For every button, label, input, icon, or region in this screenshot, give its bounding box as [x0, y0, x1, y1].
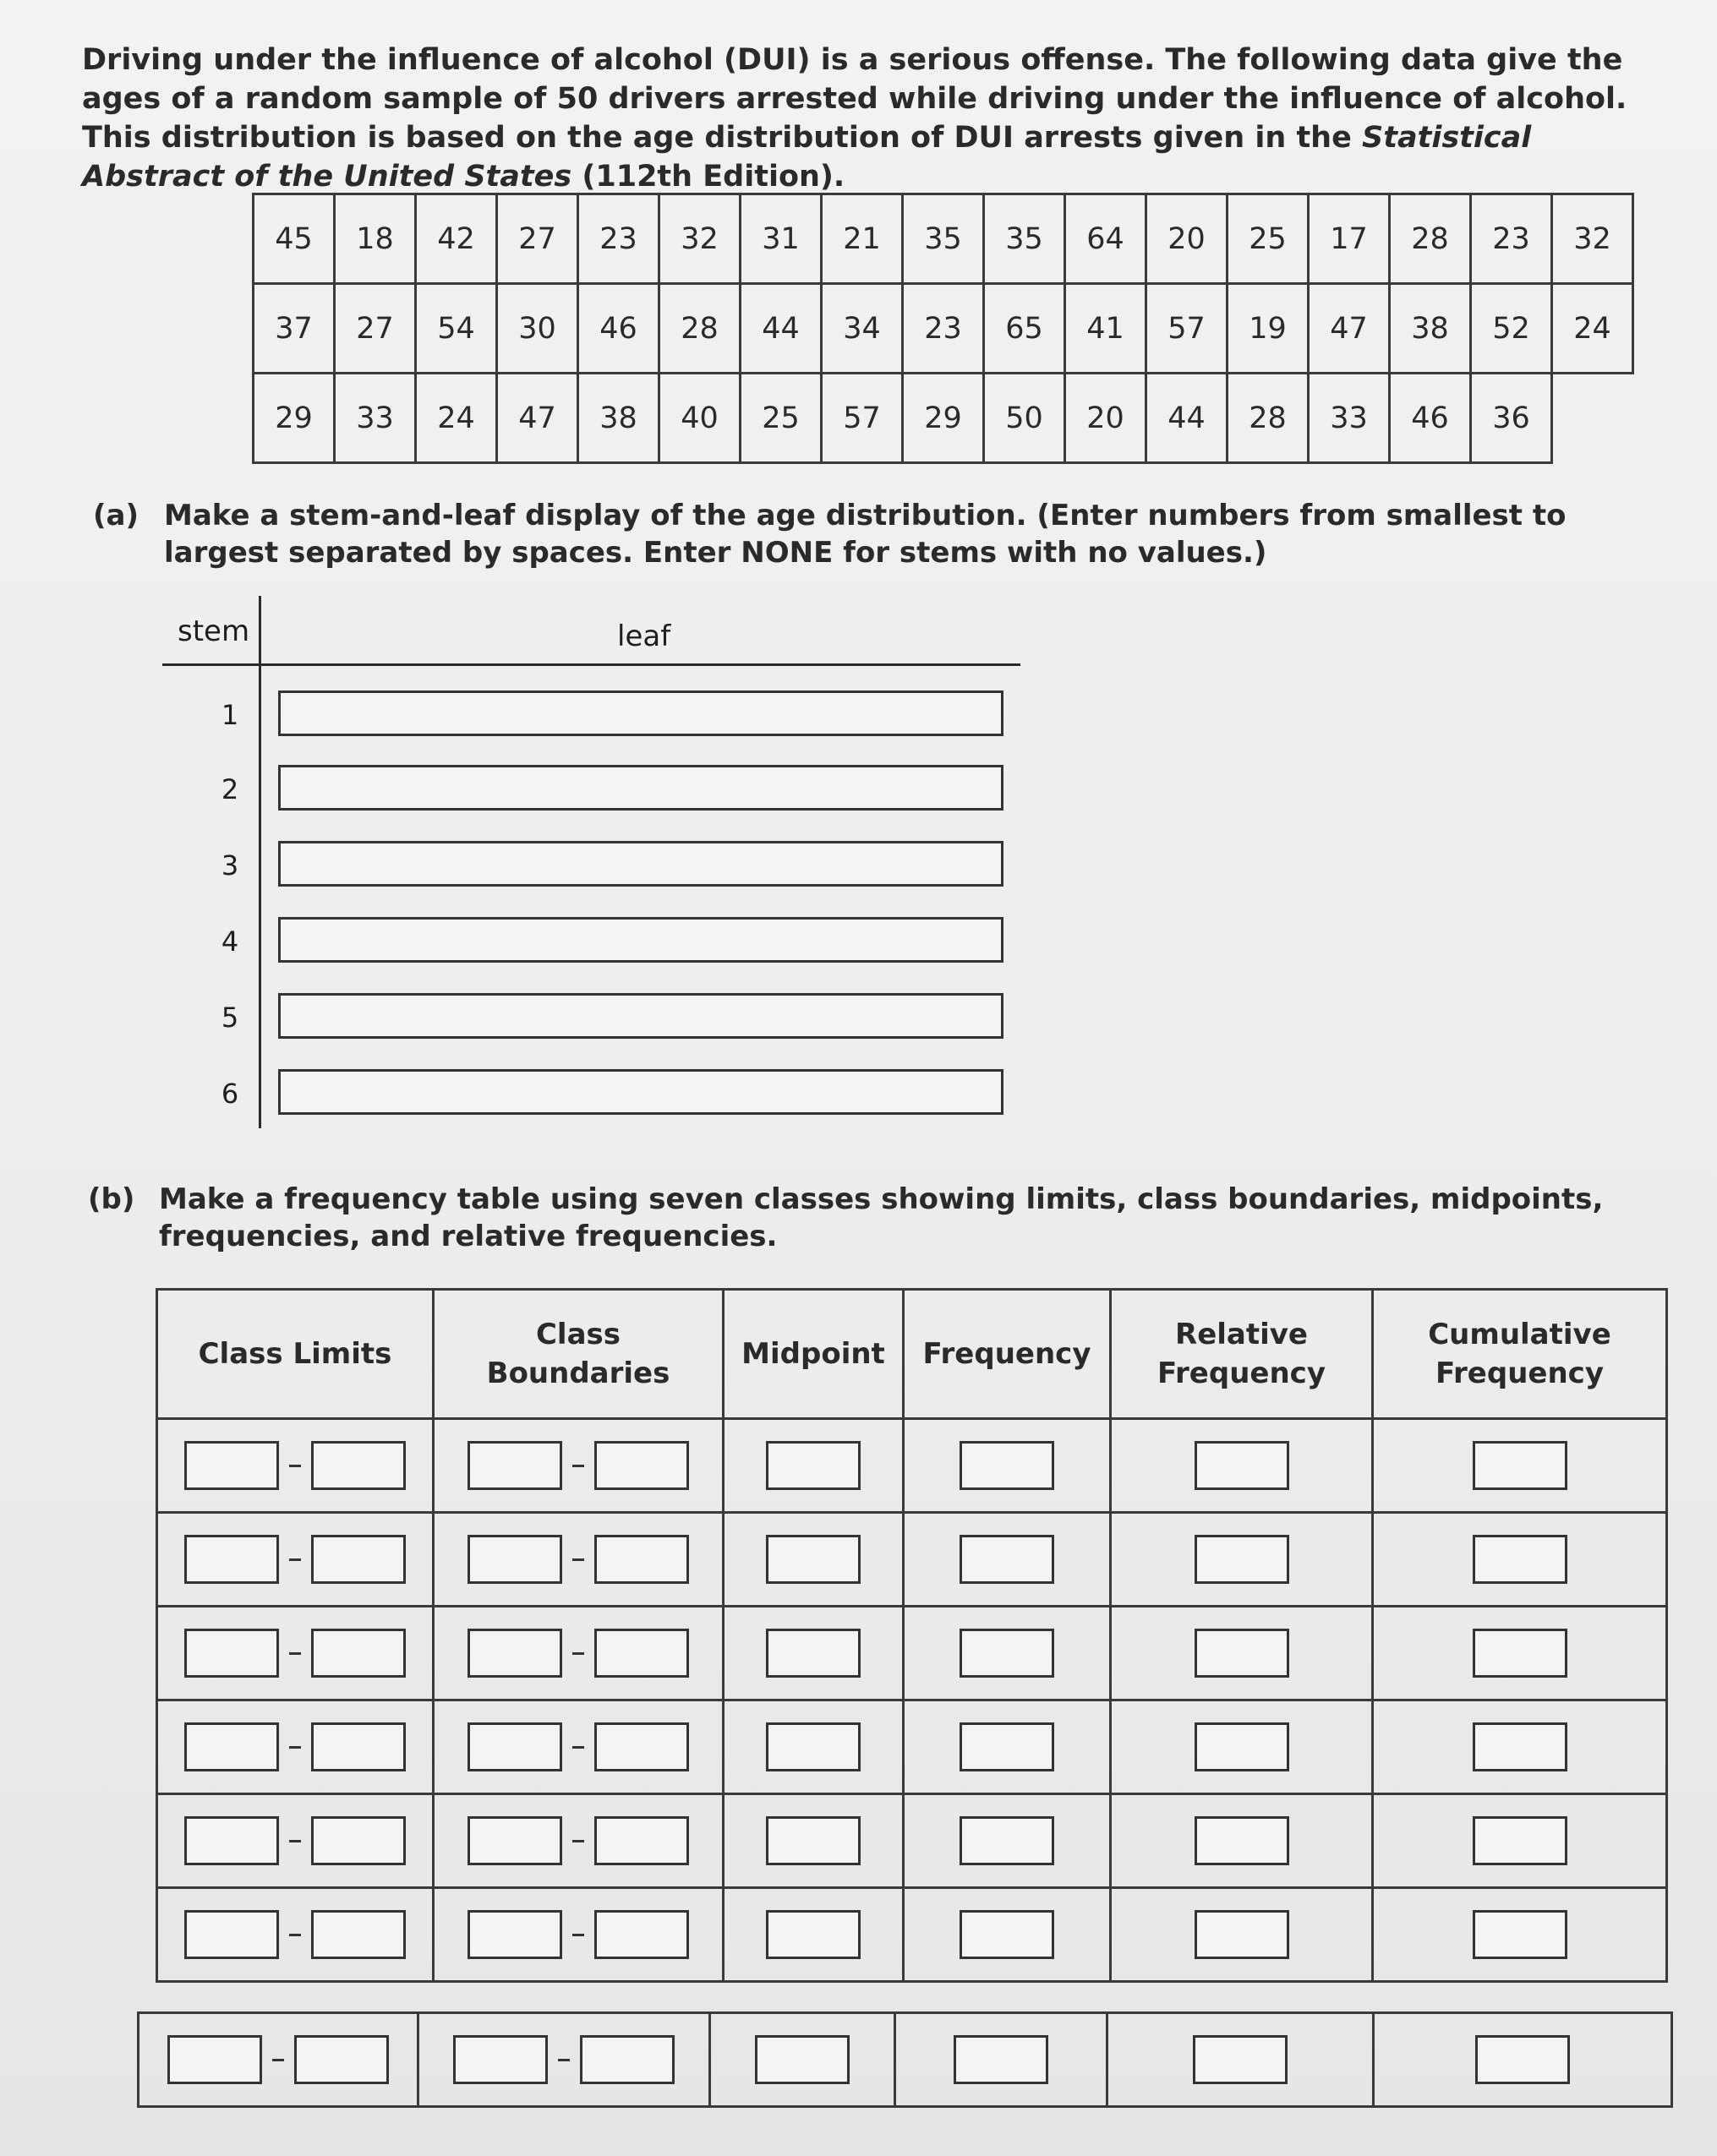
leaf-input[interactable]: [278, 841, 1003, 887]
frequency-header: Frequency: [904, 1290, 1111, 1419]
cumulative-frequency-input[interactable]: [1475, 2035, 1570, 2084]
source-title: Statistical Abstract of the United States: [82, 121, 1532, 194]
class-boundary-upper-input[interactable]: [580, 2035, 675, 2084]
age-cell: 32: [1552, 194, 1633, 284]
leaf-input[interactable]: [278, 993, 1003, 1039]
midpoint-cell: [724, 1700, 904, 1794]
age-cell: 45: [254, 194, 335, 284]
midpoint-input[interactable]: [766, 1629, 861, 1678]
age-cell: 65: [984, 284, 1065, 374]
age-cell: 57: [822, 374, 903, 463]
midpoint-input[interactable]: [766, 1910, 861, 1959]
part-a-label: (a): [93, 499, 139, 532]
age-cell: 31: [741, 194, 822, 284]
midpoint-input[interactable]: [766, 1816, 861, 1865]
ages-data-table: [252, 193, 1634, 464]
frequency-input[interactable]: [960, 1629, 1054, 1678]
dash-separator: [289, 1934, 301, 1936]
frequency-cell: [904, 1700, 1111, 1794]
cumulative-frequency-input[interactable]: [1473, 1441, 1567, 1490]
age-cell: 18: [335, 194, 416, 284]
part-b-label: (b): [88, 1182, 135, 1216]
class-boundary-lower-input[interactable]: [453, 2035, 548, 2084]
ages-row: [254, 194, 1633, 284]
age-cell: 64: [1065, 194, 1146, 284]
dash-separator: [572, 1558, 584, 1561]
age-cell: 47: [497, 374, 578, 463]
class-boundary-lower-input[interactable]: [468, 1722, 562, 1771]
class-boundary-cell: [434, 1700, 724, 1794]
cumulative-frequency-cell: [1373, 1888, 1667, 1982]
midpoint-cell: [724, 1607, 904, 1700]
age-cell: 28: [659, 284, 741, 374]
age-cell: 28: [1390, 194, 1471, 284]
relative-frequency-input[interactable]: [1195, 1722, 1289, 1771]
age-cell: 23: [578, 194, 659, 284]
dash-separator: [572, 1652, 584, 1655]
frequency-row: [157, 1794, 1667, 1888]
frequency-input[interactable]: [960, 1535, 1054, 1584]
age-cell: 50: [984, 374, 1065, 463]
frequency-cell: [904, 1794, 1111, 1888]
age-cell: 44: [741, 284, 822, 374]
frequency-input[interactable]: [960, 1441, 1054, 1490]
class-limit-lower-input[interactable]: [184, 1910, 279, 1959]
part-a-prompt: [93, 497, 1682, 573]
class-boundary-cell: [434, 1607, 724, 1700]
stem-value: 6: [221, 1078, 239, 1110]
midpoint-cell: [710, 2013, 895, 2107]
cumulative-frequency-cell: [1373, 1419, 1667, 1513]
class-boundary-upper-input[interactable]: [594, 1535, 689, 1584]
cumulative-frequency-cell: [1373, 1513, 1667, 1607]
age-cell: 52: [1471, 284, 1552, 374]
cumulative-frequency-input[interactable]: [1473, 1910, 1567, 1959]
cumulative-frequency-cell: [1373, 1794, 1667, 1888]
cumulative-frequency-header: Cumulative Frequency: [1373, 1290, 1667, 1419]
relative-frequency-cell: [1111, 1513, 1373, 1607]
class-boundary-lower-input[interactable]: [468, 1629, 562, 1678]
class-limit-lower-input[interactable]: [184, 1535, 279, 1584]
cumulative-frequency-cell: [1373, 1607, 1667, 1700]
dash-separator: [572, 1934, 584, 1936]
age-cell: 25: [1228, 194, 1309, 284]
relative-frequency-input[interactable]: [1193, 2035, 1288, 2084]
frequency-row: [157, 1513, 1667, 1607]
frequency-input[interactable]: [954, 2035, 1048, 2084]
midpoint-input[interactable]: [755, 2035, 850, 2084]
relative-frequency-input[interactable]: [1195, 1816, 1289, 1865]
dash-separator: [289, 1558, 301, 1561]
class-limit-upper-input[interactable]: [311, 1816, 406, 1865]
relative-frequency-cell: [1111, 1700, 1373, 1794]
age-cell: 36: [1471, 374, 1552, 463]
class-boundary-cell: [418, 2013, 710, 2107]
dash-separator: [272, 2059, 284, 2061]
intro-text: Driving under the influence of alcohol (DUI) is a serious offense. The following data give the ages of a random sample of 50 drivers arrested while driving under the influence of alcohol. This distribution is based on the age distribution of DUI arrests given in the: [82, 43, 1627, 155]
relative-frequency-header: Relative Frequency: [1111, 1290, 1373, 1419]
class-limit-lower-input[interactable]: [167, 2035, 262, 2084]
age-cell: 46: [578, 284, 659, 374]
relative-frequency-cell: [1111, 1888, 1373, 1982]
dash-separator: [289, 1652, 301, 1655]
cumulative-frequency-input[interactable]: [1473, 1629, 1567, 1678]
class-limit-cell: [139, 2013, 418, 2107]
dash-separator: [572, 1746, 584, 1749]
age-cell: 54: [416, 284, 497, 374]
dash-separator: [558, 2059, 570, 2061]
frequency-row: [157, 1419, 1667, 1513]
leaf-input[interactable]: [278, 1069, 1003, 1115]
class-limit-cell: [157, 1794, 434, 1888]
leaf-header: leaf: [617, 620, 671, 653]
age-cell: 40: [659, 374, 741, 463]
problem-statement: [82, 41, 1671, 196]
header-divider: [162, 663, 1020, 666]
frequency-row: [157, 1888, 1667, 1982]
stem-row: [162, 917, 1020, 968]
stem-row: [162, 1069, 1020, 1120]
class-limit-upper-input[interactable]: [311, 1535, 406, 1584]
class-limit-upper-input[interactable]: [311, 1441, 406, 1490]
relative-frequency-input[interactable]: [1195, 1535, 1289, 1584]
age-cell: 27: [497, 194, 578, 284]
class-boundary-upper-input[interactable]: [594, 1441, 689, 1490]
stem-value: 2: [221, 773, 239, 805]
age-cell: 33: [1309, 374, 1390, 463]
class-limit-cell: [157, 1513, 434, 1607]
relative-frequency-cell: [1111, 1607, 1373, 1700]
age-cell: 32: [659, 194, 741, 284]
age-cell: 24: [1552, 284, 1633, 374]
class-boundary-lower-input[interactable]: [468, 1910, 562, 1959]
age-cell: 42: [416, 194, 497, 284]
age-cell: 41: [1065, 284, 1146, 374]
class-limit-upper-input[interactable]: [294, 2035, 389, 2084]
stem-header: stem: [178, 614, 250, 648]
class-boundary-cell: [434, 1888, 724, 1982]
class-limit-lower-input[interactable]: [184, 1722, 279, 1771]
dash-separator: [289, 1746, 301, 1749]
stem-value: 4: [221, 925, 239, 958]
class-limit-cell: [157, 1700, 434, 1794]
age-cell: 37: [254, 284, 335, 374]
leaf-input[interactable]: [278, 765, 1003, 811]
part-b-prompt: [88, 1181, 1677, 1257]
empty-cell: [1552, 374, 1633, 463]
midpoint-cell: [724, 1794, 904, 1888]
age-cell: 17: [1309, 194, 1390, 284]
class-boundary-upper-input[interactable]: [594, 1910, 689, 1959]
class-limit-cell: [157, 1888, 434, 1982]
age-cell: 19: [1228, 284, 1309, 374]
class-boundary-cell: [434, 1419, 724, 1513]
age-cell: 35: [984, 194, 1065, 284]
frequency-cell: [904, 1888, 1111, 1982]
midpoint-input[interactable]: [766, 1535, 861, 1584]
midpoint-cell: [724, 1513, 904, 1607]
frequency-cell: [895, 2013, 1107, 2107]
cumulative-frequency-cell: [1374, 2013, 1672, 2107]
age-cell: 25: [741, 374, 822, 463]
age-cell: 20: [1065, 374, 1146, 463]
relative-frequency-input[interactable]: [1195, 1629, 1289, 1678]
midpoint-header: Midpoint: [724, 1290, 904, 1419]
class-limit-lower-input[interactable]: [184, 1441, 279, 1490]
age-cell: 47: [1309, 284, 1390, 374]
class-limit-upper-input[interactable]: [311, 1910, 406, 1959]
stem-row: [162, 690, 1020, 741]
midpoint-input[interactable]: [766, 1441, 861, 1490]
class-boundary-cell: [434, 1794, 724, 1888]
age-cell: 35: [903, 194, 984, 284]
age-cell: 21: [822, 194, 903, 284]
frequency-table: [156, 1288, 1668, 1983]
age-cell: 27: [335, 284, 416, 374]
frequency-row: [139, 2013, 1672, 2107]
part-b-text: Make a frequency table using seven classes showing limits, class boundaries, midpoints, frequencies, and relative frequencies.: [159, 1182, 1604, 1253]
stem-and-leaf-display: [162, 596, 1020, 1128]
dash-separator: [289, 1840, 301, 1842]
class-limit-lower-input[interactable]: [184, 1816, 279, 1865]
age-cell: 28: [1228, 374, 1309, 463]
class-boundary-upper-input[interactable]: [594, 1629, 689, 1678]
age-cell: 33: [335, 374, 416, 463]
relative-frequency-cell: [1107, 2013, 1374, 2107]
class-limit-upper-input[interactable]: [311, 1629, 406, 1678]
relative-frequency-input[interactable]: [1195, 1910, 1289, 1959]
class-boundary-lower-input[interactable]: [468, 1441, 562, 1490]
cumulative-frequency-input[interactable]: [1473, 1816, 1567, 1865]
dash-separator: [572, 1840, 584, 1842]
class-boundary-lower-input[interactable]: [468, 1535, 562, 1584]
frequency-cell: [904, 1513, 1111, 1607]
stem-row: [162, 765, 1020, 816]
age-cell: 38: [1390, 284, 1471, 374]
midpoint-input[interactable]: [766, 1722, 861, 1771]
class-limit-cell: [157, 1419, 434, 1513]
age-cell: 34: [822, 284, 903, 374]
class-boundaries-header: Class Boundaries: [434, 1290, 724, 1419]
stem-value: 3: [221, 849, 239, 882]
intro-text-end: (112th Edition).: [571, 160, 845, 194]
age-cell: 44: [1146, 374, 1228, 463]
age-cell: 29: [903, 374, 984, 463]
class-limits-header: Class Limits: [157, 1290, 434, 1419]
class-boundary-upper-input[interactable]: [594, 1722, 689, 1771]
frequency-input[interactable]: [960, 1722, 1054, 1771]
midpoint-cell: [724, 1419, 904, 1513]
relative-frequency-input[interactable]: [1195, 1441, 1289, 1490]
age-cell: 30: [497, 284, 578, 374]
dash-separator: [572, 1465, 584, 1467]
relative-frequency-cell: [1111, 1419, 1373, 1513]
stem-row: [162, 993, 1020, 1044]
age-cell: 46: [1390, 374, 1471, 463]
ages-row: [254, 374, 1633, 463]
age-cell: 23: [1471, 194, 1552, 284]
class-boundary-lower-input[interactable]: [468, 1816, 562, 1865]
part-a-text: Make a stem-and-leaf display of the age distribution. (Enter numbers from smallest to largest separated by spaces. Enter NONE for stems with no values.): [164, 499, 1567, 570]
frequency-row: [157, 1607, 1667, 1700]
leaf-input[interactable]: [278, 917, 1003, 963]
frequency-cell: [904, 1607, 1111, 1700]
class-limit-upper-input[interactable]: [311, 1722, 406, 1771]
cumulative-frequency-input[interactable]: [1473, 1535, 1567, 1584]
stem-value: 5: [221, 1002, 239, 1034]
age-cell: 29: [254, 374, 335, 463]
frequency-table-last-row: [137, 2011, 1673, 2108]
class-boundary-cell: [434, 1513, 724, 1607]
midpoint-cell: [724, 1888, 904, 1982]
frequency-cell: [904, 1419, 1111, 1513]
age-cell: 20: [1146, 194, 1228, 284]
class-limit-lower-input[interactable]: [184, 1629, 279, 1678]
stem-row: [162, 841, 1020, 892]
frequency-input[interactable]: [960, 1816, 1054, 1865]
age-cell: 23: [903, 284, 984, 374]
leaf-input[interactable]: [278, 690, 1003, 736]
frequency-row: [157, 1700, 1667, 1794]
cumulative-frequency-cell: [1373, 1700, 1667, 1794]
age-cell: 57: [1146, 284, 1228, 374]
frequency-input[interactable]: [960, 1910, 1054, 1959]
age-cell: 38: [578, 374, 659, 463]
class-boundary-upper-input[interactable]: [594, 1816, 689, 1865]
relative-frequency-cell: [1111, 1794, 1373, 1888]
stem-value: 1: [221, 699, 239, 731]
dash-separator: [289, 1465, 301, 1467]
cumulative-frequency-input[interactable]: [1473, 1722, 1567, 1771]
class-limit-cell: [157, 1607, 434, 1700]
age-cell: 24: [416, 374, 497, 463]
ages-row: [254, 284, 1633, 374]
